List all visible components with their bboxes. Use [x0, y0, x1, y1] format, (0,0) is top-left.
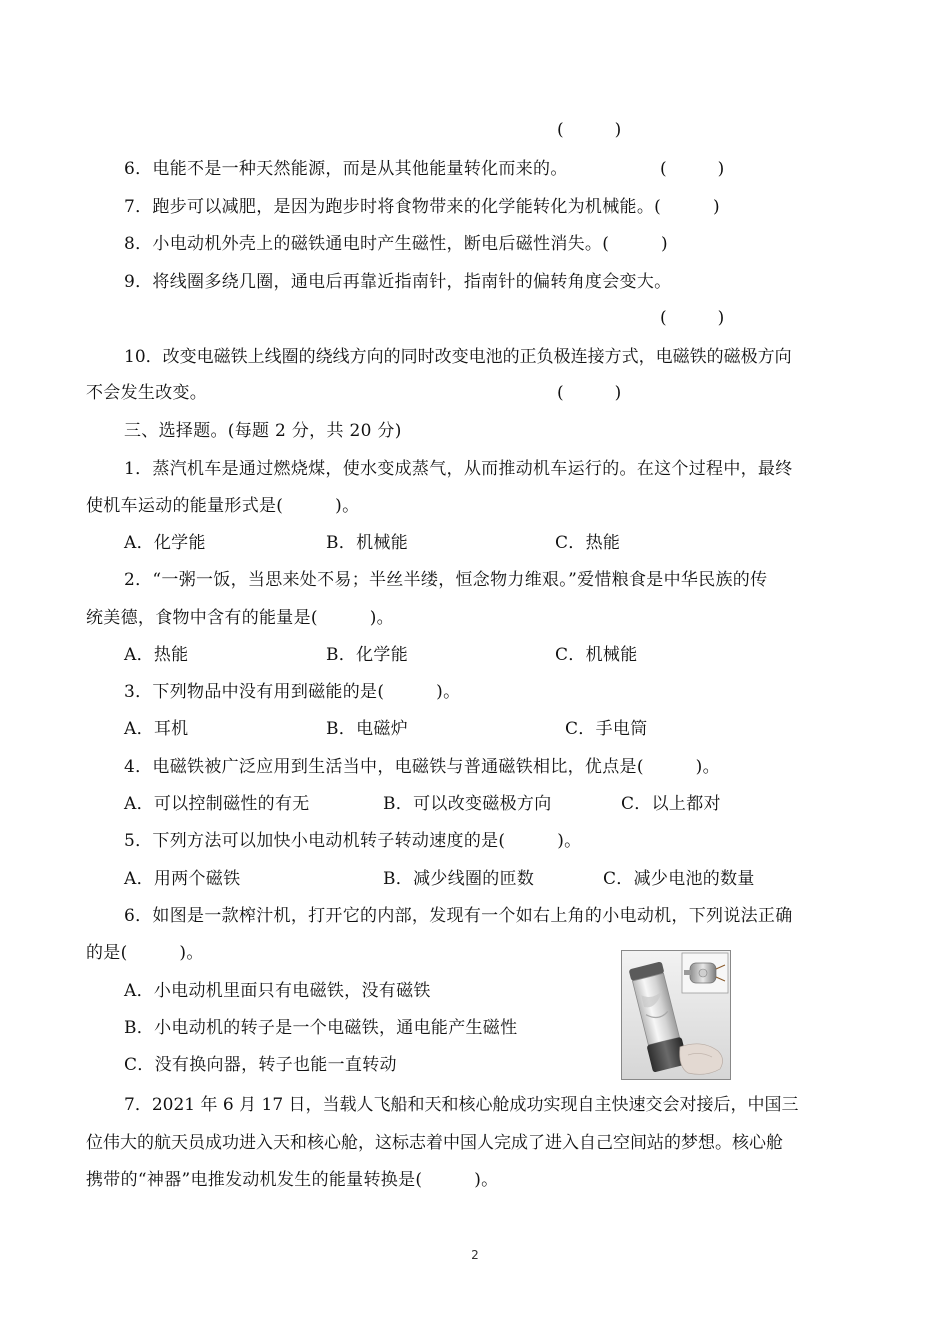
choice-q3-option-c: C．手电筒: [565, 719, 648, 739]
choice-q5-option-a: A．用两个磁铁: [124, 869, 241, 889]
judge-q7: 7．跑步可以减肥，是因为跑步时将食物带来的化学能转化为机械能。( ): [124, 197, 720, 217]
choice-q4-option-c: C．以上都对: [621, 794, 721, 814]
judge-q6: 6．电能不是一种天然能源，而是从其他能量转化而来的。: [124, 159, 568, 179]
choice-q7-line2: 位伟大的航天员成功进入天和核心舱，这标志着中国人完成了进入自己空间站的梦想。核心舱: [86, 1133, 783, 1153]
judge-q10-line2: 不会发生改变。: [86, 383, 208, 403]
choice-q6-option-c: C．没有换向器，转子也能一直转动: [124, 1055, 397, 1075]
choice-q5-option-c: C．减少电池的数量: [603, 869, 755, 889]
judge-q9: 9．将线圈多绕几圈，通电后再靠近指南针，指南针的偏转角度会变大。: [124, 272, 672, 292]
q6-answer-paren: ( ): [660, 159, 725, 179]
choice-q2-line2: 统美德，食物中含有的能量是( )。: [86, 608, 394, 628]
choice-q6-option-a: A．小电动机里面只有电磁铁，没有磁铁: [124, 981, 431, 1001]
q5-answer-paren: ( ): [557, 120, 622, 140]
choice-q4-line1: 4．电磁铁被广泛应用到生活当中，电磁铁与普通磁铁相比，优点是( )。: [124, 757, 720, 777]
choice-q6-line2: 的是( )。: [86, 943, 204, 963]
judge-q8: 8．小电动机外壳上的磁铁通电时产生磁性，断电后磁性消失。( ): [124, 234, 668, 254]
choice-q1-option-b: B．机械能: [326, 533, 408, 553]
choice-q7-line3: 携带的“神器”电推发动机发生的能量转换是( )。: [86, 1170, 499, 1190]
choice-q2-line1: 2．“一粥一饭，当思来处不易；半丝半缕，恒念物力维艰。”爱惜粮食是中华民族的传: [124, 570, 768, 590]
choice-q7-line1: 7．2021 年 6 月 17 日，当载人飞船和天和核心舱成功实现自主快速交会对接后，中国三: [124, 1095, 799, 1115]
section-3-title: 三、选择题。(每题 2 分，共 20 分): [124, 421, 402, 441]
juicer-illustration-icon: [622, 951, 730, 1079]
choice-q5-option-b: B．减少线圈的匝数: [383, 869, 535, 889]
choice-q5-line1: 5．下列方法可以加快小电动机转子转动速度的是( )。: [124, 831, 582, 851]
q9-answer-paren: ( ): [660, 308, 725, 328]
choice-q4-option-b: B．可以改变磁极方向: [383, 794, 552, 814]
choice-q3-option-a: A．耳机: [124, 719, 189, 739]
choice-q2-option-a: A．热能: [124, 645, 189, 665]
page-number: 2: [471, 1248, 479, 1262]
choice-q1-option-c: C．热能: [555, 533, 621, 553]
q10-answer-paren: ( ): [557, 383, 622, 403]
choice-q3-option-b: B．电磁炉: [326, 719, 408, 739]
juicer-motor-figure: [621, 950, 731, 1080]
choice-q6-option-b: B．小电动机的转子是一个电磁铁，通电能产生磁性: [124, 1018, 518, 1038]
choice-q3-line1: 3．下列物品中没有用到磁能的是( )。: [124, 682, 461, 702]
choice-q6-line1: 6．如图是一款榨汁机，打开它的内部，发现有一个如右上角的小电动机，下列说法正确: [124, 906, 793, 926]
choice-q2-option-c: C．机械能: [555, 645, 638, 665]
choice-q1-line2: 使机车运动的能量形式是( )。: [86, 496, 360, 516]
choice-q1-line1: 1．蒸汽机车是通过燃烧煤，使水变成蒸气，从而推动机车运行的。在这个过程中，最终: [124, 459, 793, 479]
choice-q1-option-a: A．化学能: [124, 533, 206, 553]
choice-q4-option-a: A．可以控制磁性的有无: [124, 794, 310, 814]
judge-q10-line1: 10．改变电磁铁上线圈的绕线方向的同时改变电池的正负极连接方式，电磁铁的磁极方向: [124, 347, 792, 367]
choice-q2-option-b: B．化学能: [326, 645, 408, 665]
